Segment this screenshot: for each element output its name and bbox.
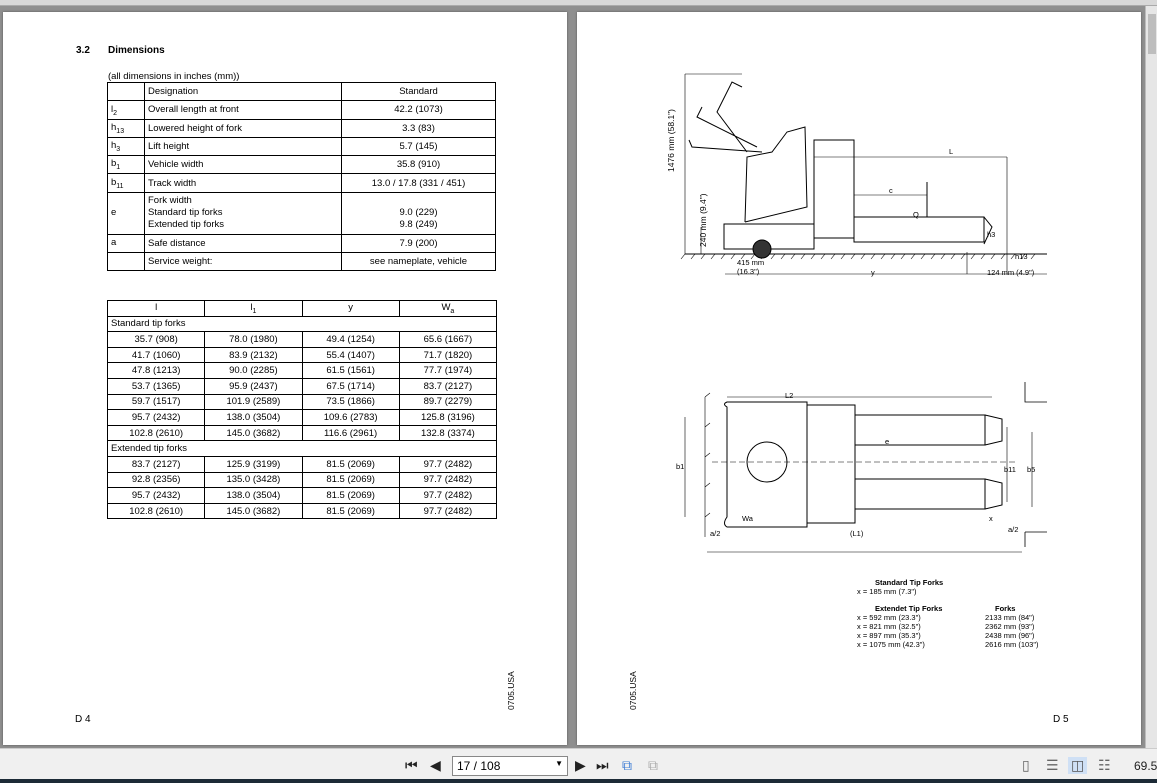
table-row: [108, 425, 497, 441]
section-title: Dimensions: [108, 45, 165, 56]
group-row: [108, 316, 497, 332]
table-cell: 35.7 (908): [108, 332, 205, 348]
column-header: $W_a$: [399, 301, 496, 317]
page-number-input[interactable]: [452, 756, 568, 776]
dim-L1: (L1): [850, 529, 864, 538]
pdf-page-right: [577, 12, 1141, 745]
prev-page-button[interactable]: ◀: [430, 757, 441, 773]
legend-x: x = 1075 mm (42.3"): [857, 640, 925, 649]
section-number: 3.2: [76, 45, 90, 56]
two-page-view-icon[interactable]: ◫: [1068, 757, 1087, 774]
value: see nameplate, vehicle: [342, 253, 496, 271]
legend-row: [857, 631, 1039, 640]
fork-length-table: [107, 300, 497, 519]
symbol: $l_2$: [108, 101, 145, 119]
legend-std-title: Standard Tip Forks: [875, 578, 944, 587]
forward-view-icon[interactable]: ⧉: [648, 757, 658, 773]
legend-fork-length: 2133 mm (84"): [985, 613, 1035, 622]
table-cell: 95.9 (2437): [205, 378, 302, 394]
table-cell: 65.6 (1667): [399, 332, 496, 348]
continuous-view-icon[interactable]: ☰: [1046, 757, 1059, 773]
symbol: [108, 253, 145, 271]
table-cell: 145.0 (3682): [205, 425, 302, 441]
designation: Lift height: [145, 137, 342, 155]
designation: Overall length at front: [145, 101, 342, 119]
legend-fork-length: 2616 mm (103"): [985, 640, 1039, 649]
table-cell: 81.5 (2069): [302, 488, 399, 504]
table-cell: 67.5 (1714): [302, 378, 399, 394]
designation: Service weight:: [145, 253, 342, 271]
designation: Fork width Standard tip forks Extended tip forks: [145, 192, 342, 234]
viewer-toolbar: [0, 748, 1157, 783]
doc-code: 0705.USA: [506, 671, 516, 710]
zoom-level[interactable]: 69.5: [1134, 759, 1157, 773]
legend-x: x = 821 mm (32.5"): [857, 622, 921, 631]
table-row: [108, 472, 497, 488]
symbol: a: [108, 234, 145, 252]
dim-h3: h3: [987, 230, 996, 239]
value: 7.9 (200): [342, 234, 496, 252]
back-view-icon[interactable]: ⧉: [622, 757, 632, 773]
dim-Q: Q: [913, 210, 919, 219]
table-cell: 138.0 (3504): [205, 410, 302, 426]
legend-forks-title: Forks: [995, 604, 1016, 613]
table-cell: 97.7 (2482): [399, 472, 496, 488]
table-cell: 90.0 (2285): [205, 363, 302, 379]
table-cell: 49.4 (1254): [302, 332, 399, 348]
table-row: [108, 488, 497, 504]
value: 13.0 / 17.8 (331 / 451): [342, 174, 496, 192]
column-header: $l_1$: [205, 301, 302, 317]
dim-a2-right: a/2: [1008, 525, 1019, 534]
table-cell: 78.0 (1980): [205, 332, 302, 348]
table-cell: 77.7 (1974): [399, 363, 496, 379]
table-cell: 61.5 (1561): [302, 363, 399, 379]
symbol: e: [108, 192, 145, 234]
legend-std-x: x = 185 mm (7.3"): [857, 587, 917, 596]
table-cell: 81.5 (2069): [302, 503, 399, 519]
dim-L2: L2: [785, 391, 794, 400]
dim-e: e: [885, 437, 890, 446]
value: 9.0 (229) 9.8 (249): [342, 192, 496, 234]
dim-front: 415 mm: [737, 258, 765, 267]
dimensions-table: [107, 82, 496, 271]
table-cell: 125.8 (3196): [399, 410, 496, 426]
vertical-scrollbar[interactable]: [1145, 6, 1157, 748]
last-page-button[interactable]: ⏭: [596, 757, 609, 773]
legend-row: [857, 613, 1039, 622]
table-row: [108, 253, 496, 271]
value: 35.8 (910): [342, 156, 496, 174]
table-header-row: [108, 301, 497, 317]
table-cell: 95.7 (2432): [108, 488, 205, 504]
first-page-button[interactable]: ⏮: [405, 757, 418, 773]
legend-fork-length: 2438 mm (96"): [985, 631, 1035, 640]
table-cell: 97.7 (2482): [399, 503, 496, 519]
group-label: Extended tip forks: [108, 441, 497, 457]
legend-x: x = 592 mm (23.3"): [857, 613, 921, 622]
legend-row: [857, 622, 1039, 631]
group-row: [108, 441, 497, 457]
taskbar-edge: [0, 779, 1157, 783]
designation: Track width: [145, 174, 342, 192]
table-cell: 135.0 (3428): [205, 472, 302, 488]
value: 42.2 (1073): [342, 101, 496, 119]
table-cell: 109.6 (2783): [302, 410, 399, 426]
doc-code: 0705.USA: [628, 671, 638, 710]
pdf-page-left: [3, 12, 567, 745]
table-cell: 81.5 (2069): [302, 472, 399, 488]
table-row: [108, 332, 497, 348]
page-label: D 5: [1053, 714, 1069, 725]
dim-Wa: Wa: [742, 514, 753, 523]
dim-front-in: (16.3"): [737, 267, 760, 276]
column-header: y: [302, 301, 399, 317]
table-cell: 95.7 (2432): [108, 410, 205, 426]
table-cell: 47.8 (1213): [108, 363, 205, 379]
table-row: [108, 363, 497, 379]
dim-a2-left: a/2: [710, 529, 721, 538]
value: 3.3 (83): [342, 119, 496, 137]
designation: Lowered height of fork: [145, 119, 342, 137]
dim-low-height: 240 mm (9.4"): [698, 193, 708, 247]
next-page-button[interactable]: ▶: [575, 757, 586, 773]
dim-L: L: [949, 147, 954, 156]
table-cell: 138.0 (3504): [205, 488, 302, 504]
table-cell: 71.7 (1820): [399, 347, 496, 363]
legend-ext-title: Extendet Tip Forks: [875, 604, 943, 613]
designation: Safe distance: [145, 234, 342, 252]
page-indicator: 17 / 108: [457, 759, 501, 773]
table-row: [108, 174, 496, 192]
table-row: [108, 378, 497, 394]
value: 5.7 (145): [342, 137, 496, 155]
table-row: [108, 101, 496, 119]
scroll-thumb[interactable]: [1148, 14, 1156, 54]
page-label: D 4: [75, 714, 91, 725]
table-row: [108, 394, 497, 410]
legend-row: [857, 640, 1039, 649]
dim-b1: b1: [676, 462, 685, 471]
table-cell: 101.9 (2589): [205, 394, 302, 410]
table-header-row: Designation Standard: [108, 83, 496, 101]
two-page-continuous-icon[interactable]: ☷: [1098, 757, 1111, 773]
table-cell: 55.4 (1407): [302, 347, 399, 363]
side-view-drawing: [577, 12, 1141, 312]
table-cell: 145.0 (3682): [205, 503, 302, 519]
tab-strip: [0, 0, 1157, 6]
designation: Vehicle width: [145, 156, 342, 174]
legend-fork-length: 2362 mm (93"): [985, 622, 1035, 631]
table-cell: 81.5 (2069): [302, 456, 399, 472]
table-row: [108, 234, 496, 252]
table-cell: 92.8 (2356): [108, 472, 205, 488]
chevron-down-icon[interactable]: ▼: [555, 759, 563, 768]
dim-b11: b11: [1004, 465, 1016, 474]
table-cell: 97.7 (2482): [399, 456, 496, 472]
table-row: [108, 456, 497, 472]
table-cell: 83.9 (2132): [205, 347, 302, 363]
table-row: [108, 347, 497, 363]
table-row: [108, 137, 496, 155]
table-cell: 83.7 (2127): [108, 456, 205, 472]
table-cell: 83.7 (2127): [399, 378, 496, 394]
fork-legend: [857, 578, 1039, 649]
symbol: $h_{13}$: [108, 119, 145, 137]
single-page-view-icon[interactable]: ▯: [1022, 757, 1030, 773]
dim-x: x: [989, 514, 993, 523]
table-row: [108, 119, 496, 137]
table-cell: 89.7 (2279): [399, 394, 496, 410]
symbol: $b_1$: [108, 156, 145, 174]
table-cell: 97.7 (2482): [399, 488, 496, 504]
table-row: [108, 192, 496, 234]
symbol: $b_{11}$: [108, 174, 145, 192]
group-label: Standard tip forks: [108, 316, 497, 332]
table-cell: 132.8 (3374): [399, 425, 496, 441]
table-cell: 59.7 (1517): [108, 394, 205, 410]
dim-h13: h13: [1015, 252, 1028, 261]
table-cell: 73.5 (1866): [302, 394, 399, 410]
table-cell: 102.8 (2610): [108, 425, 205, 441]
dim-y: y: [871, 268, 875, 277]
units-note: (all dimensions in inches (mm)): [108, 71, 240, 82]
table-row: [108, 156, 496, 174]
table-row: [108, 410, 497, 426]
table-cell: 53.7 (1365): [108, 378, 205, 394]
symbol: $h_3$: [108, 137, 145, 155]
dim-c: c: [889, 186, 893, 195]
dim-b5: b5: [1027, 465, 1036, 474]
legend-x: x = 897 mm (35.3"): [857, 631, 921, 640]
table-row: [108, 503, 497, 519]
dim-total-height: 1476 mm (58.1"): [666, 108, 676, 172]
dim-tip: 124 mm (4.9"): [987, 268, 1035, 277]
table-cell: 125.9 (3199): [205, 456, 302, 472]
table-cell: 102.8 (2610): [108, 503, 205, 519]
table-cell: 41.7 (1060): [108, 347, 205, 363]
column-header: l: [108, 301, 205, 317]
table-cell: 116.6 (2961): [302, 425, 399, 441]
